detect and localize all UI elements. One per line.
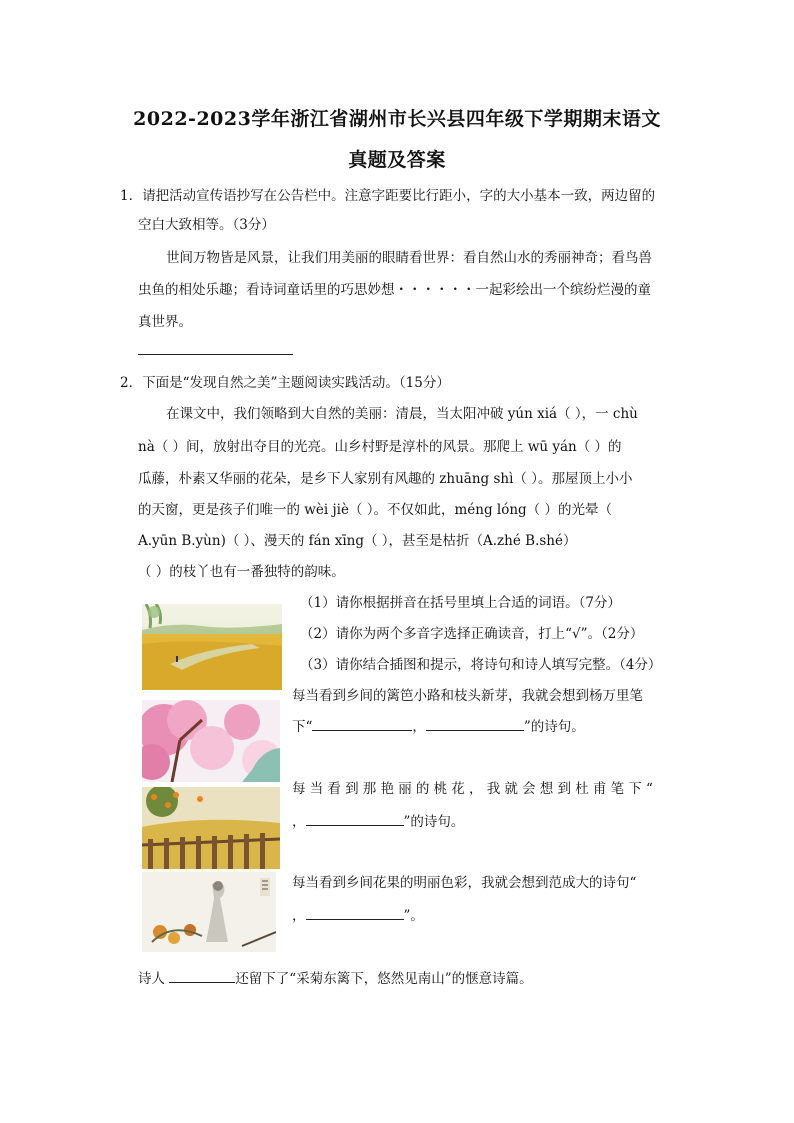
peach-blossom-illustration bbox=[142, 700, 280, 782]
q2-passage-line3: 瓜藤，朴素又华丽的花朵，是乡下人家别有风趣的 zhuāng shì（ ）。那屋顶上小小 bbox=[138, 471, 633, 487]
q2-passage-line2: nà（ ）间，放射出夺目的光亮。山乡村野是淳朴的风景。那爬上 wū yán（ ）的 bbox=[138, 439, 622, 455]
q1-slogan-line1: 世间万物皆是风景，让我们用美丽的眼睛看世界：看自然山水的秀丽神奇；看鸟兽 bbox=[166, 250, 652, 266]
q2-sub2: （2）请你为两个多音字选择正确读音，打上“√”。（2分） bbox=[300, 626, 644, 642]
page-title-line2: 真题及答案 bbox=[348, 149, 446, 171]
q2-sub3: （3）请你结合插图和提示，将诗句和诗人填写完整。（4分） bbox=[300, 657, 662, 673]
answer-blank[interactable] bbox=[306, 905, 404, 920]
answer-blank[interactable] bbox=[306, 811, 404, 826]
q1-slogan-line2: 虫鱼的相处乐趣；看诗词童话里的巧思妙想・・・・・・一起彩绘出一个缤纷烂漫的童 bbox=[138, 282, 651, 298]
fill-dufu-line2: ， ”的诗句。 bbox=[292, 811, 464, 832]
answer-blank[interactable] bbox=[312, 716, 412, 731]
fill-fanchengda-line1: 每当看到乡间花果的明丽色彩，我就会想到范成大的诗句“ bbox=[292, 875, 637, 891]
poet-chrysanthemum-illustration bbox=[142, 872, 276, 952]
q1-prompt: 1．请把活动宣传语抄写在公告栏中。注意字距要比行距小，字的大小基本一致，两边留的 bbox=[120, 188, 656, 204]
field-path-illustration bbox=[142, 604, 282, 690]
fill-yangwanli-line1: 每当看到乡间的篱笆小路和枝头新芽，我就会想到杨万里笔 bbox=[292, 688, 643, 704]
fill-dufu-line1: 每当看到那艳丽的桃花，我就会想到杜甫笔下“ bbox=[292, 781, 658, 797]
q2-sub1: （1）请你根据拼音在括号里填上合适的词语。（7分） bbox=[300, 595, 621, 611]
q2-passage-line5: A.yūn B.yùn)（ ）、漫天的 fán xīng（ ），甚至是枯折（A.zhé B.shé） bbox=[138, 533, 577, 549]
q1-slogan-line3: 真世界。 bbox=[138, 314, 192, 330]
q2-passage-line1: 在课文中，我们领略到大自然的美丽：清晨，当太阳冲破 yún xiá（ ），一 chù bbox=[166, 406, 638, 422]
fence-harvest-illustration bbox=[142, 787, 280, 869]
fill-yangwanli-line2: 下“ ， ”的诗句。 bbox=[292, 716, 585, 737]
answer-blank[interactable] bbox=[426, 716, 524, 731]
page-title: 2022-2023学年浙江省湖州市长兴县四年级下学期期末语文 bbox=[133, 108, 661, 130]
q2-heading: 2．下面是“发现自然之美”主题阅读实践活动。（15分） bbox=[120, 375, 450, 391]
fill-fanchengda-line2: ， ”。 bbox=[292, 905, 424, 926]
q1-prompt-cont: 空白大致相等。（3分） bbox=[138, 217, 275, 233]
q1-answer-line[interactable] bbox=[138, 354, 293, 355]
answer-blank[interactable] bbox=[169, 968, 235, 983]
fill-poet-line: 诗人 还留下了“采菊东篱下，悠然见南山”的惬意诗篇。 bbox=[138, 968, 533, 989]
q2-passage-line4: 的天窗，更是孩子们唯一的 wèi jiè（ ）。不仅如此，méng lóng（ ）的光晕（ bbox=[138, 502, 612, 518]
q2-passage-line6: （ ）的枝丫也有一番独特的韵味。 bbox=[138, 564, 345, 580]
